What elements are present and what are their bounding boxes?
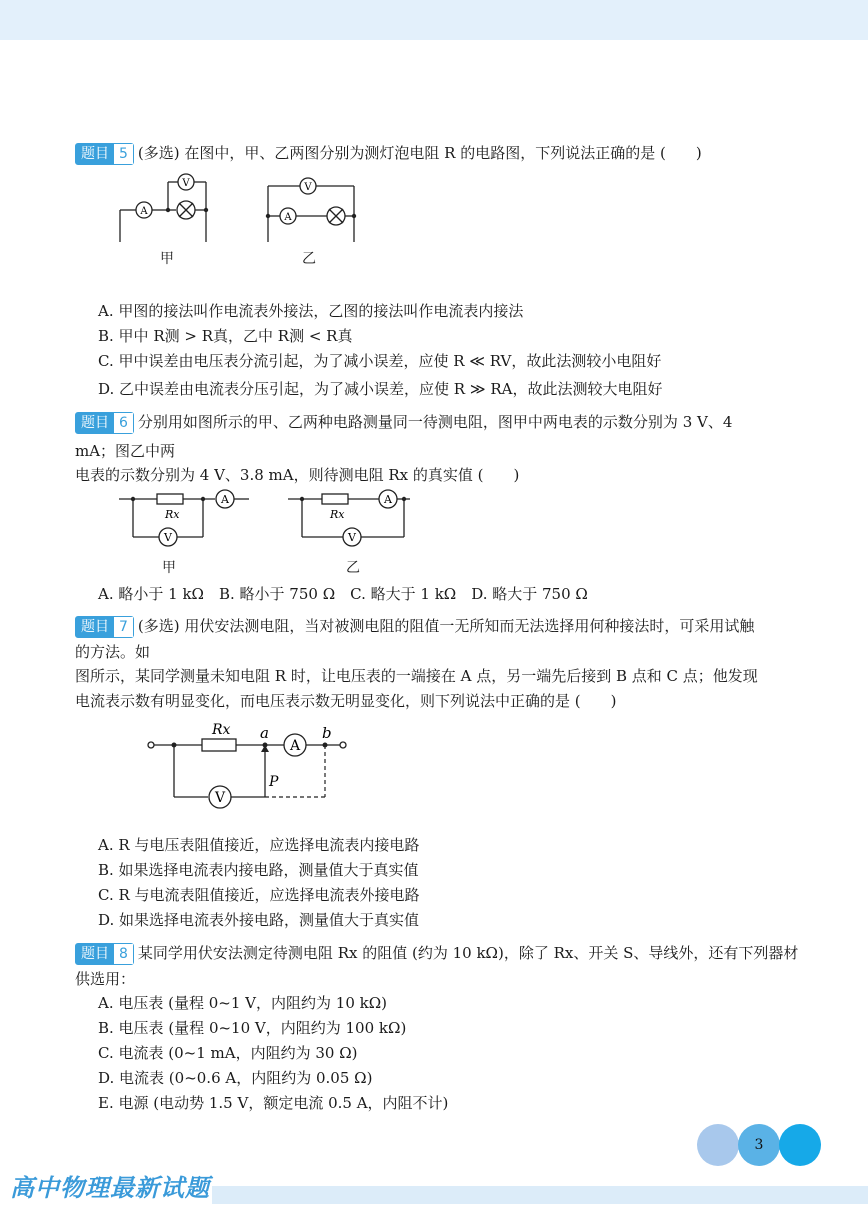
q6-stem-line3: 电表的示数分别为 4 V、3.8 mA，则待测电阻 Rx 的真实值 ( ) (75, 466, 520, 484)
page-number: 3 (754, 1137, 764, 1153)
q8-stem-line2: 供选用： (75, 970, 136, 988)
decor-circle-right (779, 1124, 821, 1166)
q7-stem-line3: 图所示，某同学测量未知电阻 R 时，让电压表的一端接在 A 点，另一端先后接到 B 点和 C 点；他发现 (75, 667, 758, 685)
q5-caption-right: 乙 (302, 251, 316, 267)
svg-text:A: A (284, 212, 292, 223)
q7-tag: 题目 7 (75, 616, 134, 638)
svg-text:Rx: Rx (330, 508, 345, 521)
brand-logo: 高中物理最新试题 (10, 1174, 210, 1202)
svg-text:V: V (214, 790, 226, 806)
q8-option-b[interactable]: B. 电压表 (量程 0~10 V，内阻约为 100 kΩ) (98, 1019, 407, 1037)
q7-option-c[interactable]: C. R 与电流表阻值接近，应选择电流表外接电路 (98, 886, 420, 904)
q5-caption-left: 甲 (160, 251, 174, 267)
q5-tag: 题目 5 (75, 143, 134, 165)
q7-option-a[interactable]: A. R 与电压表阻值接近，应选择电流表内接电路 (98, 836, 420, 854)
svg-text:Rx: Rx (165, 508, 180, 521)
q8-option-e[interactable]: E. 电源 (电动势 1.5 V，额定电流 0.5 A，内阻不计) (98, 1094, 449, 1112)
svg-text:V: V (164, 531, 172, 544)
q6-caption-left: 甲 (162, 560, 176, 576)
q5-stem: 题目 5 (多选) 在图中，甲、乙两图分别为测灯泡电阻 R 的电路图，下列说法正确的是 ( ) (75, 142, 702, 165)
q7-stem-line2: 的方法。如 (75, 643, 151, 661)
q6-stem-line2: mA；图乙中两 (75, 442, 176, 460)
voltmeter-label: V (182, 178, 190, 189)
q8-option-a[interactable]: A. 电压表 (量程 0~1 V，内阻约为 10 kΩ) (98, 994, 388, 1012)
q7-option-b[interactable]: B. 如果选择电流表内接电路，测量值大于真实值 (98, 861, 419, 879)
top-band (0, 0, 868, 40)
q6-stem-line1: 题目 6 分别用如图所示的甲、乙两种电路测量同一待测电阻，图甲中两电表的示数分别为 3 V、4 (75, 411, 732, 434)
q6-figure-right (284, 487, 414, 555)
svg-text:A: A (384, 493, 392, 506)
svg-text:A: A (289, 738, 301, 754)
q5-option-d[interactable]: D. 乙中误差由电流表分压引起，为了减小误差，应使 R ≫ RA，故此法测较大电阻好 (98, 380, 663, 398)
q8-option-d[interactable]: D. 电流表 (0~0.6 A，内阻约为 0.05 Ω) (98, 1069, 373, 1087)
q6-options[interactable]: A. 略小于 1 kΩ B. 略小于 750 Ω C. 略大于 1 kΩ D. 略大于 750 Ω (98, 585, 588, 603)
q5-option-c[interactable]: C. 甲中误差由电压表分流引起，为了减小误差，应使 R ≪ RV，故此法测较小电阻好 (98, 352, 662, 370)
q6-figure-left (115, 487, 255, 555)
svg-text:V: V (304, 182, 312, 193)
q5-option-b[interactable]: B. 甲中 R测 > R真，乙中 R测 < R真 (98, 327, 353, 345)
svg-text:Rx: Rx (212, 722, 231, 738)
svg-text:P: P (269, 774, 279, 790)
q7-stem-line1: 题目 7 (多选) 用伏安法测电阻，当对被测电阻的阻值一无所知而无法选择用何种接法时，可采用试触 (75, 615, 754, 638)
svg-text:V: V (348, 531, 356, 544)
q7-stem-line4: 电流表示数有明显变化，而电压表示数无明显变化，则下列说法中正确的是 ( ) (75, 692, 617, 710)
q6-caption-right: 乙 (346, 560, 360, 576)
decor-circle-left (697, 1124, 739, 1166)
ammeter-label: A (140, 206, 148, 217)
q8-stem-line1: 题目 8 某同学用伏安法测定待测电阻 Rx 的阻值 (约为 10 kΩ)，除了 Rx、开关 S、导线外，还有下列器材 (75, 942, 798, 965)
q6-tag: 题目 6 (75, 412, 134, 434)
bottom-band (212, 1186, 868, 1204)
q5-option-a[interactable]: A. 甲图的接法叫作电流表外接法，乙图的接法叫作电流表内接法 (98, 302, 524, 320)
q7-figure (140, 718, 360, 813)
q8-tag: 题目 8 (75, 943, 134, 965)
svg-text:a: a (260, 724, 269, 742)
q7-option-d[interactable]: D. 如果选择电流表外接电路，测量值大于真实值 (98, 911, 420, 929)
q8-option-c[interactable]: C. 电流表 (0~1 mA，内阻约为 30 Ω) (98, 1044, 358, 1062)
svg-text:A: A (221, 493, 229, 506)
svg-text:b: b (322, 724, 332, 742)
